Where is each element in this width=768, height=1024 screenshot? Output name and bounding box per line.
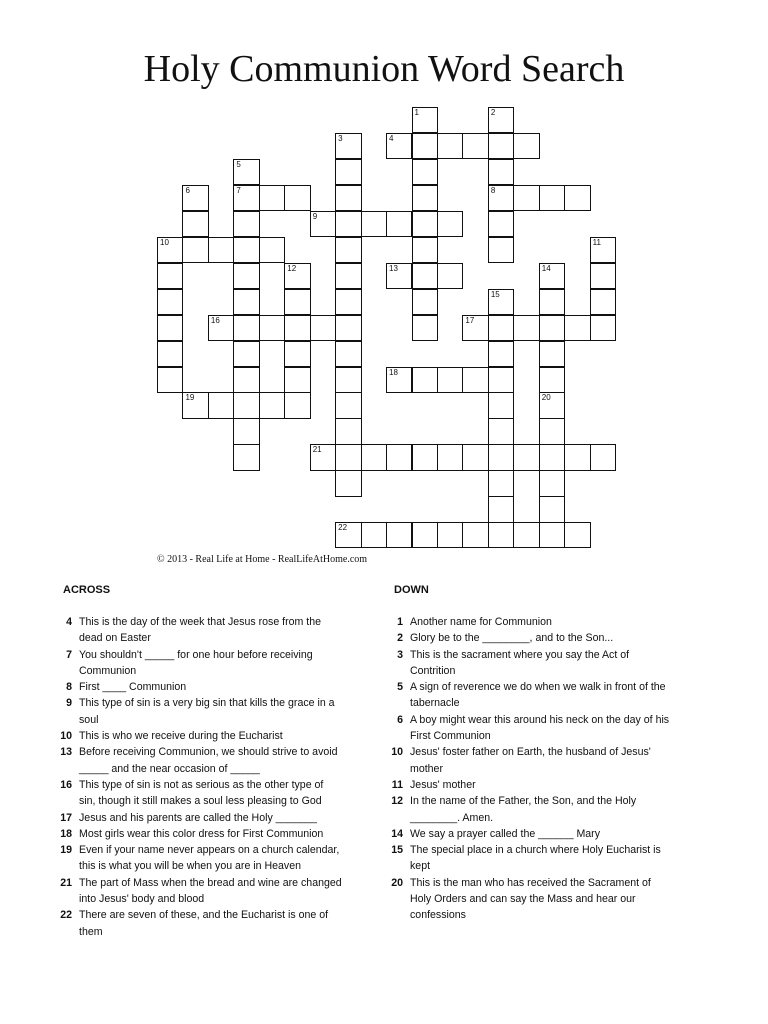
clue-number: 16 <box>210 315 220 325</box>
grid-cell[interactable] <box>284 185 310 211</box>
across-clue-list <box>52 614 342 940</box>
page-title: Holy Communion Word Search <box>143 48 625 90</box>
grid-cell[interactable] <box>412 263 438 289</box>
across-clue <box>52 744 342 777</box>
across-clue <box>52 614 342 647</box>
grid-cell[interactable] <box>412 315 438 341</box>
clue-text: In the name of the Father, the Son, and the Holy ________. Amen. <box>410 795 637 824</box>
clue-number: 15 <box>490 289 500 299</box>
clue-number: 7 <box>66 648 72 661</box>
clue-number: 15 <box>391 844 403 857</box>
grid-cell[interactable] <box>386 263 412 289</box>
clue-text: Jesus and his parents are called the Holy _______ <box>79 811 317 824</box>
grid-cell[interactable] <box>259 315 285 341</box>
clue-text: First ____ Communion <box>79 681 187 694</box>
grid-cell[interactable] <box>361 522 387 548</box>
clue-number: 17 <box>60 811 72 824</box>
clue-number: 3 <box>397 648 403 661</box>
down-clue <box>383 793 673 826</box>
clue-number: 22 <box>60 909 72 922</box>
down-clue <box>383 614 673 630</box>
clue-number: 10 <box>391 746 403 759</box>
grid-cell[interactable] <box>335 315 361 341</box>
grid-cell[interactable] <box>284 392 310 418</box>
clue-number: 8 <box>66 681 72 694</box>
down-clue <box>383 647 673 680</box>
grid-cell[interactable] <box>488 470 514 496</box>
grid-cell[interactable] <box>284 341 310 367</box>
clue-text: This type of sin is not as serious as the other type of sin, though it still makes a soul less pleasing to God <box>79 778 324 808</box>
clue-text: This is the man who has received the Sacrament of Holy Orders and can say the Mass and hear our confessions <box>410 876 651 922</box>
grid-cell[interactable] <box>284 315 310 341</box>
grid-cell[interactable] <box>462 315 488 341</box>
grid-cell[interactable] <box>233 392 259 418</box>
grid-cell[interactable] <box>412 237 438 263</box>
grid-cell[interactable] <box>488 133 514 159</box>
clue-number: 13 <box>60 746 72 759</box>
clue-text: Even if your name never appears on a church calendar, this is what you will be when you are in Heaven <box>79 844 340 873</box>
clue-number: 16 <box>60 778 72 791</box>
grid-cell[interactable] <box>386 133 412 159</box>
clue-number: 11 <box>391 778 403 791</box>
grid-cell[interactable] <box>488 185 514 211</box>
clue-text: This is the day of the week that Jesus rose from the dead on Easter <box>79 616 322 645</box>
clue-number: 3 <box>338 133 343 143</box>
clue-number: 21 <box>312 445 322 455</box>
clue-text: Glory be to the ________, and to the Son... <box>410 632 614 645</box>
clue-number: 4 <box>66 616 72 628</box>
grid-cell[interactable] <box>157 315 183 341</box>
grid-cell[interactable] <box>462 522 488 548</box>
grid-cell[interactable] <box>590 289 616 315</box>
grid-cell[interactable] <box>233 289 259 315</box>
grid-cell[interactable] <box>539 315 565 341</box>
clue-number: 20 <box>541 393 551 403</box>
grid-cell[interactable] <box>157 263 183 289</box>
grid-cell[interactable] <box>539 496 565 522</box>
grid-cell[interactable] <box>539 444 565 470</box>
grid-cell[interactable] <box>386 211 412 237</box>
clue-text: This is the sacrament where you say the Act of Contrition <box>410 648 630 677</box>
grid-cell[interactable] <box>539 367 565 393</box>
grid-cell[interactable] <box>488 159 514 185</box>
clue-text: This is who we receive during the Eucharist <box>79 730 283 743</box>
clue-text: The special place in a church where Holy Eucharist is kept <box>410 844 661 873</box>
clue-number: 2 <box>397 632 403 645</box>
grid-cell[interactable] <box>182 392 208 418</box>
grid-cell[interactable] <box>539 522 565 548</box>
grid-cell[interactable] <box>284 289 310 315</box>
grid-cell[interactable] <box>233 159 259 185</box>
grid-cell[interactable] <box>233 341 259 367</box>
down-heading: DOWN <box>394 584 429 596</box>
grid-cell[interactable] <box>310 211 336 237</box>
clue-number: 17 <box>465 315 475 325</box>
grid-cell[interactable] <box>335 392 361 418</box>
clue-text: We say a prayer called the ______ Mary <box>410 827 601 840</box>
clue-text: A sign of reverence we do when we walk in front of the tabernacle <box>410 681 666 710</box>
grid-cell[interactable] <box>462 444 488 470</box>
grid-cell[interactable] <box>412 211 438 237</box>
down-clue-list <box>383 614 673 924</box>
grid-cell[interactable] <box>513 522 539 548</box>
grid-cell[interactable] <box>488 367 514 393</box>
grid-cell[interactable] <box>361 211 387 237</box>
down-clue <box>383 842 673 875</box>
grid-cell[interactable] <box>488 522 514 548</box>
grid-cell[interactable] <box>564 315 590 341</box>
across-clue <box>52 647 342 680</box>
clue-number: 2 <box>490 108 496 117</box>
grid-cell[interactable] <box>437 367 463 393</box>
grid-cell[interactable] <box>462 133 488 159</box>
grid-cell[interactable] <box>488 444 514 470</box>
grid-cell[interactable] <box>182 185 208 211</box>
grid-cell[interactable] <box>590 263 616 289</box>
grid-cell[interactable] <box>335 263 361 289</box>
grid-cell[interactable] <box>208 315 234 341</box>
grid-cell[interactable] <box>335 159 361 185</box>
grid-cell[interactable] <box>157 367 183 393</box>
clue-number: 13 <box>389 263 398 273</box>
clue-number: 9 <box>66 697 72 710</box>
grid-cell[interactable] <box>182 211 208 237</box>
grid-cell[interactable] <box>335 367 361 393</box>
grid-cell[interactable] <box>513 185 539 211</box>
grid-cell[interactable] <box>488 341 514 367</box>
across-clue <box>52 842 342 875</box>
clue-number: 20 <box>391 876 403 889</box>
down-clue <box>383 744 673 777</box>
grid-cell[interactable] <box>412 444 438 470</box>
clue-number: 5 <box>397 681 403 694</box>
grid-cell[interactable] <box>233 237 259 263</box>
across-clue <box>52 728 342 744</box>
clue-number: 4 <box>389 133 394 143</box>
grid-cell[interactable] <box>335 522 361 548</box>
clue-number: 19 <box>185 393 195 403</box>
grid-cell[interactable] <box>310 444 336 470</box>
grid-cell[interactable] <box>539 263 565 289</box>
down-clue <box>383 630 673 646</box>
clue-number: 6 <box>185 185 190 195</box>
down-clue <box>383 712 673 745</box>
grid-cell[interactable] <box>564 185 590 211</box>
clue-number: 10 <box>60 730 72 743</box>
down-clue <box>383 679 673 712</box>
grid-cell[interactable] <box>412 185 438 211</box>
grid-cell[interactable] <box>590 237 616 263</box>
grid-cell[interactable] <box>539 418 565 444</box>
clue-number: 1 <box>397 616 403 628</box>
grid-cell[interactable] <box>564 444 590 470</box>
grid-cell[interactable] <box>437 263 463 289</box>
grid-cell[interactable] <box>157 289 183 315</box>
grid-cell[interactable] <box>564 522 590 548</box>
clue-number: 5 <box>236 159 241 169</box>
grid-cell[interactable] <box>412 133 438 159</box>
copyright-notice: © 2013 - Real Life at Home - RealLifeAtHome.com <box>157 554 368 565</box>
grid-cell[interactable] <box>259 185 285 211</box>
grid-cell[interactable] <box>233 444 259 470</box>
across-clue <box>52 907 342 940</box>
clue-text: This type of sin is a very big sin that kills the grace in a soul <box>79 697 335 726</box>
grid-cell[interactable] <box>157 341 183 367</box>
clue-number: 14 <box>541 263 551 273</box>
grid-cell[interactable] <box>157 237 183 263</box>
grid-cell[interactable] <box>233 367 259 393</box>
grid-cell[interactable] <box>259 392 285 418</box>
clue-number: 12 <box>287 263 297 273</box>
clue-number: 11 <box>592 237 601 247</box>
grid-cell[interactable] <box>284 367 310 393</box>
grid-cell[interactable] <box>539 470 565 496</box>
down-clue <box>383 826 673 842</box>
grid-cell[interactable] <box>437 211 463 237</box>
grid-cell[interactable] <box>335 289 361 315</box>
grid-cell[interactable] <box>590 315 616 341</box>
clue-number: 6 <box>397 713 403 726</box>
grid-cell[interactable] <box>462 367 488 393</box>
grid-cell[interactable] <box>488 211 514 237</box>
grid-cell[interactable] <box>488 315 514 341</box>
grid-cell[interactable] <box>233 263 259 289</box>
grid-cell[interactable] <box>335 418 361 444</box>
grid-cell[interactable] <box>513 133 539 159</box>
grid-cell[interactable] <box>259 237 285 263</box>
clue-number: 7 <box>236 185 241 195</box>
clue-number: 8 <box>490 185 496 195</box>
grid-cell[interactable] <box>233 315 259 341</box>
down-clue <box>383 777 673 793</box>
grid-cell[interactable] <box>335 185 361 211</box>
clue-number: 22 <box>338 523 348 533</box>
clue-text: Before receiving Communion, we should strive to avoid _____ and the near occasion of _____ <box>79 746 338 775</box>
across-clue <box>52 875 342 908</box>
grid-cell[interactable] <box>488 107 514 133</box>
clue-text: Another name for Communion <box>410 616 552 628</box>
grid-cell[interactable] <box>412 289 438 315</box>
clue-text: Jesus' mother <box>410 778 476 791</box>
grid-cell[interactable] <box>310 315 336 341</box>
grid-cell[interactable] <box>539 392 565 418</box>
grid-cell[interactable] <box>412 522 438 548</box>
grid-cell[interactable] <box>208 237 234 263</box>
grid-cell[interactable] <box>284 263 310 289</box>
grid-cell[interactable] <box>412 367 438 393</box>
grid-cell[interactable] <box>335 470 361 496</box>
grid-cell[interactable] <box>513 315 539 341</box>
clue-number: 18 <box>60 827 72 840</box>
clue-number: 18 <box>389 367 398 377</box>
clue-number: 21 <box>60 876 72 889</box>
crossword-grid <box>157 107 617 553</box>
grid-cell[interactable] <box>233 185 259 211</box>
grid-cell[interactable] <box>386 444 412 470</box>
grid-cell[interactable] <box>488 496 514 522</box>
clue-text: Most girls wear this color dress for First Communion <box>79 827 324 840</box>
grid-cell[interactable] <box>539 185 565 211</box>
grid-cell[interactable] <box>335 237 361 263</box>
clue-number: 14 <box>391 827 403 840</box>
grid-cell[interactable] <box>590 444 616 470</box>
down-clue <box>383 875 673 924</box>
clue-text: A boy might wear this around his neck on the day of his First Communion <box>410 713 670 743</box>
grid-cell[interactable] <box>513 444 539 470</box>
grid-cell[interactable] <box>335 133 361 159</box>
grid-cell[interactable] <box>233 211 259 237</box>
clue-number: 9 <box>312 211 318 221</box>
across-clue <box>52 810 342 826</box>
across-heading: ACROSS <box>63 584 111 596</box>
grid-cell[interactable] <box>437 522 463 548</box>
grid-cell[interactable] <box>386 522 412 548</box>
clue-number: 19 <box>60 844 72 857</box>
grid-cell[interactable] <box>539 289 565 315</box>
grid-cell[interactable] <box>361 444 387 470</box>
grid-cell[interactable] <box>182 237 208 263</box>
grid-cell[interactable] <box>335 341 361 367</box>
grid-cell[interactable] <box>386 367 412 393</box>
grid-cell[interactable] <box>437 133 463 159</box>
across-clue <box>52 826 342 842</box>
clue-number: 12 <box>391 795 403 808</box>
clue-number: 1 <box>414 108 419 117</box>
grid-cell[interactable] <box>488 289 514 315</box>
across-clue <box>52 695 342 728</box>
clue-text: Jesus' foster father on Earth, the husband of Jesus' mother <box>410 746 651 775</box>
across-clue <box>52 679 342 695</box>
grid-cell[interactable] <box>412 107 438 133</box>
grid-cell[interactable] <box>437 444 463 470</box>
grid-cell[interactable] <box>488 237 514 263</box>
across-clue <box>52 777 342 810</box>
grid-cell[interactable] <box>488 418 514 444</box>
clue-number: 10 <box>160 237 169 247</box>
grid-cell[interactable] <box>412 159 438 185</box>
grid-cell[interactable] <box>233 418 259 444</box>
grid-cell[interactable] <box>335 211 361 237</box>
clue-text: You shouldn't _____ for one hour before receiving Communion <box>79 648 313 677</box>
grid-cell[interactable] <box>335 444 361 470</box>
clue-text: There are seven of these, and the Eucharist is one of them <box>79 909 329 938</box>
grid-cell[interactable] <box>488 392 514 418</box>
clue-text: The part of Mass when the bread and wine are changed into Jesus' body and blood <box>79 876 342 906</box>
grid-cell[interactable] <box>208 392 234 418</box>
grid-cell[interactable] <box>539 341 565 367</box>
